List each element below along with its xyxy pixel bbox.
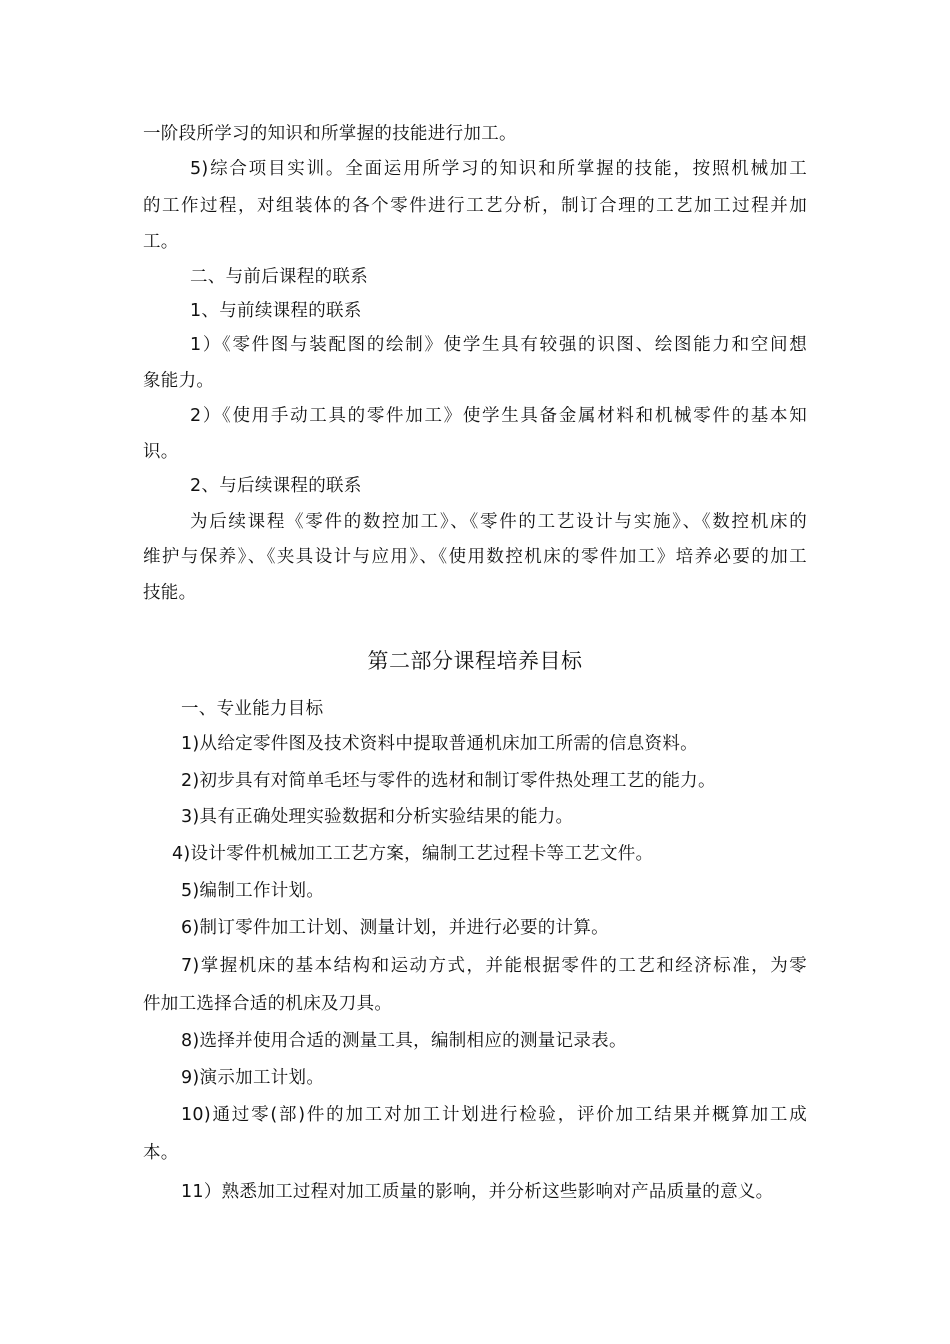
section-heading: 二、与前后课程的联系 bbox=[190, 267, 368, 287]
subsection-heading: 2、与后续课程的联系 bbox=[190, 476, 362, 496]
part-title: 第二部分课程培养目标 bbox=[367, 649, 583, 673]
paragraph-line: 5)综合项目实训。全面运用所学习的知识和所掌握的技能，按照机械加工 bbox=[190, 159, 807, 179]
paragraph-line: 1）《零件图与装配图的绘制》使学生具有较强的识图、绘图能力和空间想 bbox=[190, 335, 807, 355]
paragraph-line: 技能。 bbox=[143, 583, 197, 603]
paragraph-line: 识。 bbox=[143, 442, 179, 462]
list-item: 11）熟悉加工过程对加工质量的影响，并分析这些影响对产品质量的意义。 bbox=[181, 1182, 774, 1202]
list-item: 7)掌握机床的基本结构和运动方式，并能根据零件的工艺和经济标准，为零 bbox=[181, 956, 807, 976]
list-item: 6)制订零件加工计划、测量计划，并进行必要的计算。 bbox=[181, 918, 609, 938]
list-item: 1)从给定零件图及技术资料中提取普通机床加工所需的信息资料。 bbox=[181, 734, 698, 754]
list-item-continuation: 本。 bbox=[143, 1143, 179, 1163]
list-item: 10)通过零(部)件的加工对加工计划进行检验，评价加工结果并概算加工成 bbox=[181, 1105, 807, 1125]
paragraph-line: 维护与保养》、《夹具设计与应用》、《使用数控机床的零件加工》培养必要的加工 bbox=[143, 547, 807, 567]
list-item: 4)设计零件机械加工工艺方案，编制工艺过程卡等工艺文件。 bbox=[172, 844, 654, 864]
paragraph-line: 的工作过程，对组装体的各个零件进行工艺分析，制订合理的工艺加工过程并加 bbox=[143, 196, 807, 216]
list-item: 8)选择并使用合适的测量工具，编制相应的测量记录表。 bbox=[181, 1031, 627, 1051]
list-item: 3)具有正确处理实验数据和分析实验结果的能力。 bbox=[181, 807, 574, 827]
paragraph-line: 2）《使用手动工具的零件加工》使学生具备金属材料和机械零件的基本知 bbox=[190, 406, 807, 426]
list-item: 9)演示加工计划。 bbox=[181, 1068, 325, 1088]
paragraph-line: 象能力。 bbox=[143, 371, 215, 391]
paragraph-line: 为后续课程《零件的数控加工》、《零件的工艺设计与实施》、《数控机床的 bbox=[190, 512, 807, 532]
section-heading: 一、专业能力目标 bbox=[181, 699, 324, 719]
paragraph-line: 一阶段所学习的知识和所掌握的技能进行加工。 bbox=[143, 124, 517, 144]
list-item: 5)编制工作计划。 bbox=[181, 881, 325, 901]
subsection-heading: 1、与前续课程的联系 bbox=[190, 301, 362, 321]
paragraph-line: 工。 bbox=[143, 232, 179, 252]
list-item: 2)初步具有对简单毛坯与零件的选材和制订零件热处理工艺的能力。 bbox=[181, 771, 716, 791]
list-item-continuation: 件加工选择合适的机床及刀具。 bbox=[143, 994, 393, 1014]
